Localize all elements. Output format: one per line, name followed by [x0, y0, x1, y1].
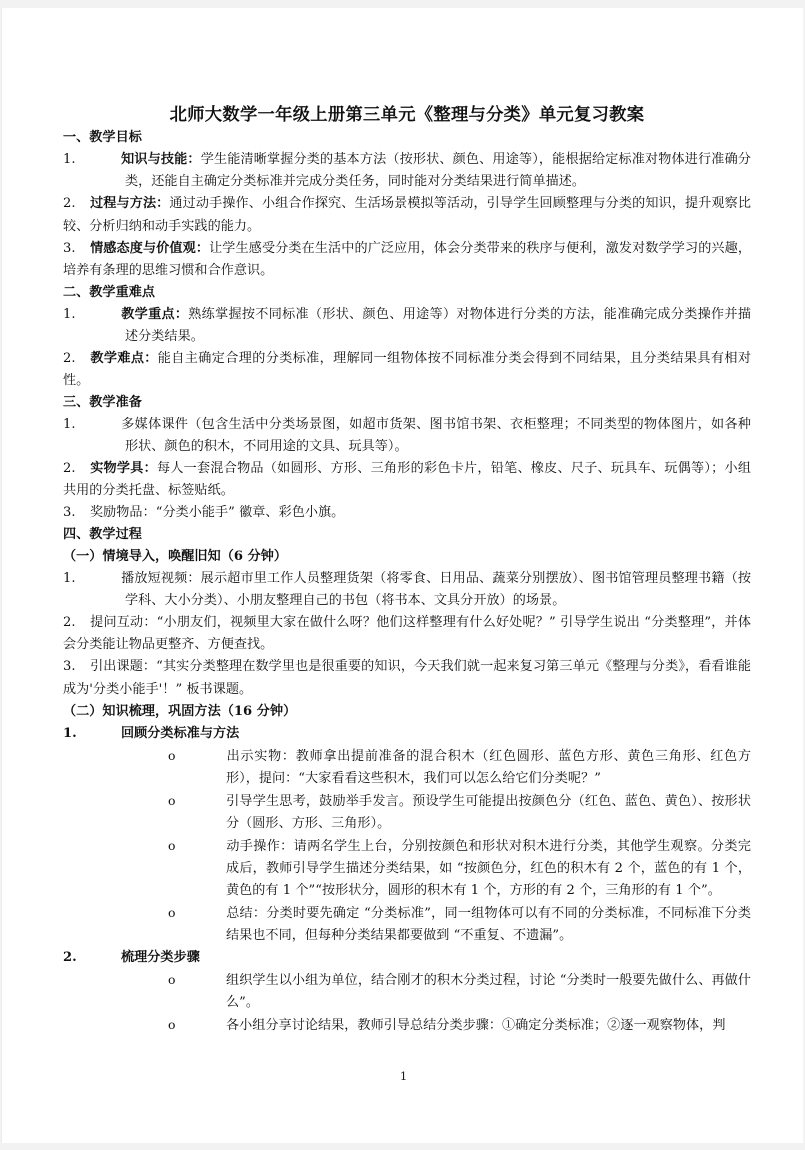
- list-item-text: 多媒体课件（包含生活中分类场景图，如超市货架、图书馆书架、衣柜整理；不同类型的物体图片，如各种形状、颜色的积木，不同用途的文具、玩具等）。: [121, 416, 751, 454]
- list-marker: 3.: [63, 240, 76, 256]
- list-marker: 1.: [63, 152, 76, 168]
- list-item: [63, 458, 751, 502]
- list-item-text: 回顾分类标准与方法: [121, 725, 240, 741]
- bullet-item-text: 动手操作：请两名学生上台，分别按颜色和形状对积木进行分类，其他学生观察。分类完成后，教师引导学生描述分类结果，如 “按颜色分，红色的积木有 2 个，蓝色的有 1 个，黄色的有 1 个”“按形状分，圆形的积木有 1 个，方形的有 2 个，三角形的有 1 个”。: [226, 838, 751, 898]
- bullet-item: [168, 790, 751, 835]
- section-heading-2: 二、教学重难点: [63, 284, 156, 300]
- bullet-item-text: 总结：分类时要先确定 “分类标准”，同一组物体可以有不同的分类标准，不同标准下分类结果也不同，但每种分类结果都要做到 “不重复、不遗漏”。: [226, 905, 751, 944]
- list-item-label: 教学重点：: [121, 306, 189, 322]
- list-marker: 2.: [63, 461, 76, 477]
- list-item-text: 提问互动：“小朋友们，视频里大家在做什么呀？他们这样整理有什么好处呢？” 引导学生说出 “分类整理”，并体会分类能让物品更整齐、方便查找。: [63, 615, 751, 653]
- list-item-text: 学生能清晰掌握分类的基本方法（按形状、颜色、用途等），能根据给定标准对物体进行准确分类，还能自主确定分类标准并完成分类任务，同时能对分类结果进行简单描述。: [125, 152, 751, 190]
- list-item-text: 奖励物品：“分类小能手” 徽章、彩色小旗。: [90, 505, 345, 521]
- list-item-text: 梳理分类步骤: [121, 950, 200, 966]
- list-marker: 2.: [63, 196, 76, 212]
- page-title: 北师大数学一年级上册第三单元《整理与分类》单元复习教案: [169, 105, 645, 125]
- list-item-label: 情感态度与价值观：: [90, 240, 210, 256]
- bullet-item: [168, 969, 751, 1014]
- bullet-marker: o: [168, 1017, 176, 1033]
- list-item: [63, 304, 751, 348]
- page-number: 1: [399, 1069, 408, 1083]
- bullet-item: [168, 1014, 751, 1037]
- list-item-text: 让学生感受分类在生活中的广泛应用，体会分类带来的秩序与便利，激发对数学学习的兴趣，培养有条理的思维习惯和合作意识。: [63, 240, 751, 278]
- bullet-marker: o: [168, 837, 176, 853]
- list-item: [63, 149, 751, 193]
- list-item-text: 能自主确定合理的分类标准，理解同一组物体按不同标准分类会得到不同结果，且分类结果具有相对性。: [63, 350, 751, 388]
- list-marker: 1.: [63, 725, 77, 741]
- list-item: [63, 414, 751, 458]
- list-marker: 1.: [63, 571, 76, 587]
- list-item: [63, 348, 751, 392]
- list-marker: 2.: [63, 615, 76, 631]
- bullet-item: [168, 745, 751, 790]
- list-marker: 2.: [63, 950, 77, 966]
- bullet-item-text: 引导学生思考，鼓励举手发言。预设学生可能提出按颜色分（红色、蓝色、黄色）、按形状分（圆形、方形、三角形）。: [226, 793, 751, 831]
- list-marker: 3.: [63, 659, 76, 675]
- subsection-heading-1: （一）情境导入，唤醒旧知（6 分钟）: [63, 549, 288, 565]
- list-item-label: 教学难点：: [90, 350, 158, 366]
- list-item-text: 通过动手操作、小组合作探究、生活场景模拟等活动，引导学生回顾整理与分类的知识，提升观察比较、分析归纳和动手实践的能力。: [63, 196, 751, 234]
- list-item-label: 知识与技能：: [121, 152, 201, 168]
- list-marker: 1.: [63, 306, 76, 322]
- bullet-marker: o: [168, 747, 176, 763]
- bullet-marker: o: [168, 904, 176, 920]
- bullet-item: [168, 835, 751, 902]
- list-item: [63, 656, 751, 700]
- list-item: [63, 568, 751, 612]
- list-item: [63, 612, 751, 656]
- list-marker: 1.: [63, 416, 76, 432]
- bullet-marker: o: [168, 792, 176, 808]
- bullet-marker: o: [168, 972, 176, 988]
- list-item-text: 引出课题：“其实分类整理在数学里也是很重要的知识，今天我们就一起来复习第三单元《整理与分类》，看看谁能成为'分类小能手'！” 板书课题。: [63, 659, 751, 697]
- subsection-heading-2: （二）知识梳理，巩固方法（16 分钟）: [63, 703, 297, 719]
- list-item: [63, 502, 751, 524]
- list-item: [63, 238, 751, 282]
- section-heading-1: 一、教学目标: [63, 130, 142, 146]
- bullet-item: [168, 902, 751, 947]
- list-item: [63, 947, 751, 969]
- bullet-item-text: 出示实物：教师拿出提前准备的混合积木（红色圆形、蓝色方形、黄色三角形、红色方形），提问：“大家看看这些积木，我们可以怎么给它们分类呢？”: [226, 748, 751, 786]
- list-item-label: 过程与方法：: [90, 196, 170, 212]
- list-item: [63, 723, 751, 745]
- document-page: [1, 8, 804, 1143]
- list-item-label: 实物学具：: [90, 461, 157, 477]
- section-heading-4: 四、教学过程: [63, 527, 142, 543]
- list-marker: 2.: [63, 350, 76, 366]
- list-item-text: 每人一套混合物品（如圆形、方形、三角形的彩色卡片，铅笔、橡皮、尺子、玩具车、玩偶等）；小组共用的分类托盘、标签贴纸。: [63, 461, 752, 499]
- list-item-text: 熟练掌握按不同标准（形状、颜色、用途等）对物体进行分类的方法，能准确完成分类操作并描述分类结果。: [125, 306, 751, 344]
- list-marker: 3.: [63, 505, 76, 521]
- bullet-item-text: 各小组分享讨论结果，教师引导总结分类步骤：①确定分类标准；②逐一观察物体，判: [226, 1018, 726, 1034]
- document-body: [63, 8, 751, 1037]
- list-item: [63, 193, 751, 237]
- list-item-text: 播放短视频：展示超市里工作人员整理货架（将零食、日用品、蔬菜分别摆放）、图书馆管理员整理书籍（按学科、大小分类）、小朋友整理自己的书包（将书本、文具分开放）的场景。: [121, 571, 751, 609]
- bullet-item-text: 组织学生以小组为单位，结合刚才的积木分类过程，讨论 “分类时一般要先做什么、再做什么”。: [226, 973, 751, 1011]
- section-heading-3: 三、教学准备: [63, 394, 142, 410]
